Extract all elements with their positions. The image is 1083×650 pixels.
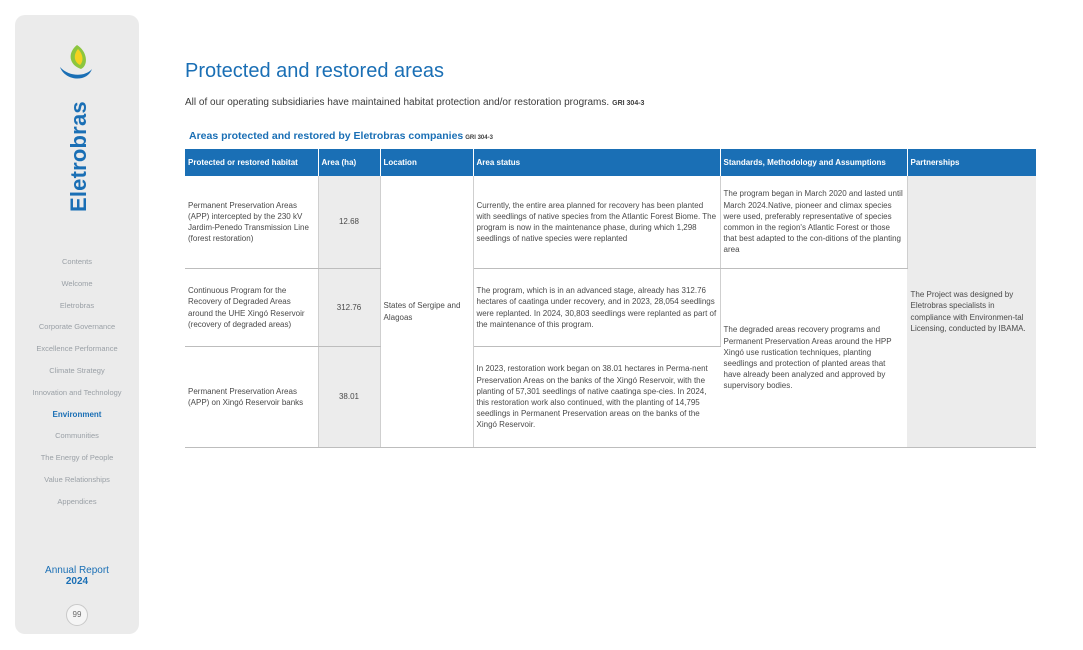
header-habitat: Protected or restored habitat xyxy=(185,149,318,176)
nav-item-innovation-technology[interactable]: Innovation and Technology xyxy=(32,387,122,397)
cell-area: 312.76 xyxy=(318,269,380,347)
cell-habitat: Permanent Preservation Areas (APP) intercepted by the 230 kV Jardim-Penedo Transmission Line (forest restoration) xyxy=(185,176,318,269)
page-number: 99 xyxy=(66,604,88,626)
sidebar xyxy=(15,15,139,634)
table-caption-text: Areas protected and restored by Eletrobras companies xyxy=(189,130,464,142)
annual-report-year: 2024 xyxy=(65,576,89,587)
header-location: Location xyxy=(380,149,473,176)
table-row xyxy=(185,176,1036,269)
nav-item-value-relationships[interactable]: Value Relationships xyxy=(44,474,110,484)
cell-status: Currently, the entire area planned for recovery has been planted with seedlings of native species from the Atlantic Forest Biome. The program is now in the maintenance phase, during which 1,298 seedlings of native species were replanted xyxy=(473,176,720,269)
table-caption xyxy=(189,130,493,142)
cell-standards: The program began in March 2020 and lasted until March 2024.Native, pioneer and climax species were used, preferably representative of species common in the region's Atlantic Forest or those that best adapted to the con-ditions of the planting area xyxy=(720,176,907,269)
cell-location: States of Sergipe and Alagoas xyxy=(380,176,473,448)
intro-body: All of our operating subsidiaries have maintained habitat protection and/or restoration programs. xyxy=(185,97,610,108)
table-header-row xyxy=(185,149,1036,176)
table-caption-gri-tag: GRI 304-3 xyxy=(465,135,493,141)
nav-item-communities[interactable]: Communities xyxy=(55,431,99,441)
page-title: Protected and restored areas xyxy=(185,60,445,82)
eletrobras-leaf-icon xyxy=(59,43,93,83)
header-partnerships: Partnerships xyxy=(907,149,1036,176)
cell-habitat: Permanent Preservation Areas (APP) on Xingó Reservoir banks xyxy=(185,347,318,448)
nav-item-eletrobras[interactable]: Eletrobras xyxy=(59,300,95,310)
nav-item-appendices[interactable]: Appendices xyxy=(57,496,97,506)
intro-gri-tag: GRI 304-3 xyxy=(612,100,645,107)
nav-item-environment[interactable]: Environment xyxy=(52,409,102,419)
header-area-status: Area status xyxy=(473,149,720,176)
cell-status: The program, which is in an advanced stage, already has 312.76 hectares of caatinga under recovery, and in 2023, 28,054 seedlings were replanted. In 2024, 30,803 seedlings were replanted as part of the maintenance of this program. xyxy=(473,269,720,347)
nav-item-energy-of-people[interactable]: The Energy of People xyxy=(40,453,114,463)
cell-status: In 2023, restoration work began on 38.01 hectares in Perma-nent Preservation Areas on the banks of the Xingó Reservoir, with the planting of 57,301 seedlings of native caatinga spe-cies. In 2024, this restoration work also continued, with the planting of 14,795 seedlings in Permanent Preservation areas on the banks of the Xingó Reservoir. xyxy=(473,347,720,448)
sidebar-nav xyxy=(15,251,139,513)
cell-area: 38.01 xyxy=(318,347,380,448)
cell-habitat: Continuous Program for the Recovery of Degraded Areas around the UHE Xingó Reservoir (recovery of degraded areas) xyxy=(185,269,318,347)
nav-item-contents[interactable]: Contents xyxy=(61,257,93,266)
header-area: Area (ha) xyxy=(318,149,380,176)
nav-item-climate-strategy[interactable]: Climate Strategy xyxy=(49,365,105,375)
nav-item-corporate-governance[interactable]: Corporate Governance xyxy=(38,322,116,332)
cell-partnerships: The Project was designed by Eletrobras specialists in compliance with Environmen-tal Licensing, conducted by IBAMA. xyxy=(907,176,1036,448)
nav-item-welcome[interactable]: Welcome xyxy=(61,278,93,288)
cell-standards: The degraded areas recovery programs and Permanent Preservation Areas around the HPP Xingó use rustication techniques, planting seedlings and protection of planted areas that have already been analyzed and approved by supervisory bodies. xyxy=(720,269,907,448)
nav-item-excellence-performance[interactable]: Excellence Performance xyxy=(36,344,118,354)
header-standards: Standards, Methodology and Assumptions xyxy=(720,149,907,176)
cell-area: 12.68 xyxy=(318,176,380,269)
habitats-table xyxy=(185,149,1036,448)
brand-wordmark: Eletrobras xyxy=(66,101,91,212)
intro-text xyxy=(185,97,644,108)
eletrobras-logo[interactable] xyxy=(15,43,139,212)
annual-report-label xyxy=(15,565,139,587)
annual-report-title: Annual Report xyxy=(45,565,109,576)
